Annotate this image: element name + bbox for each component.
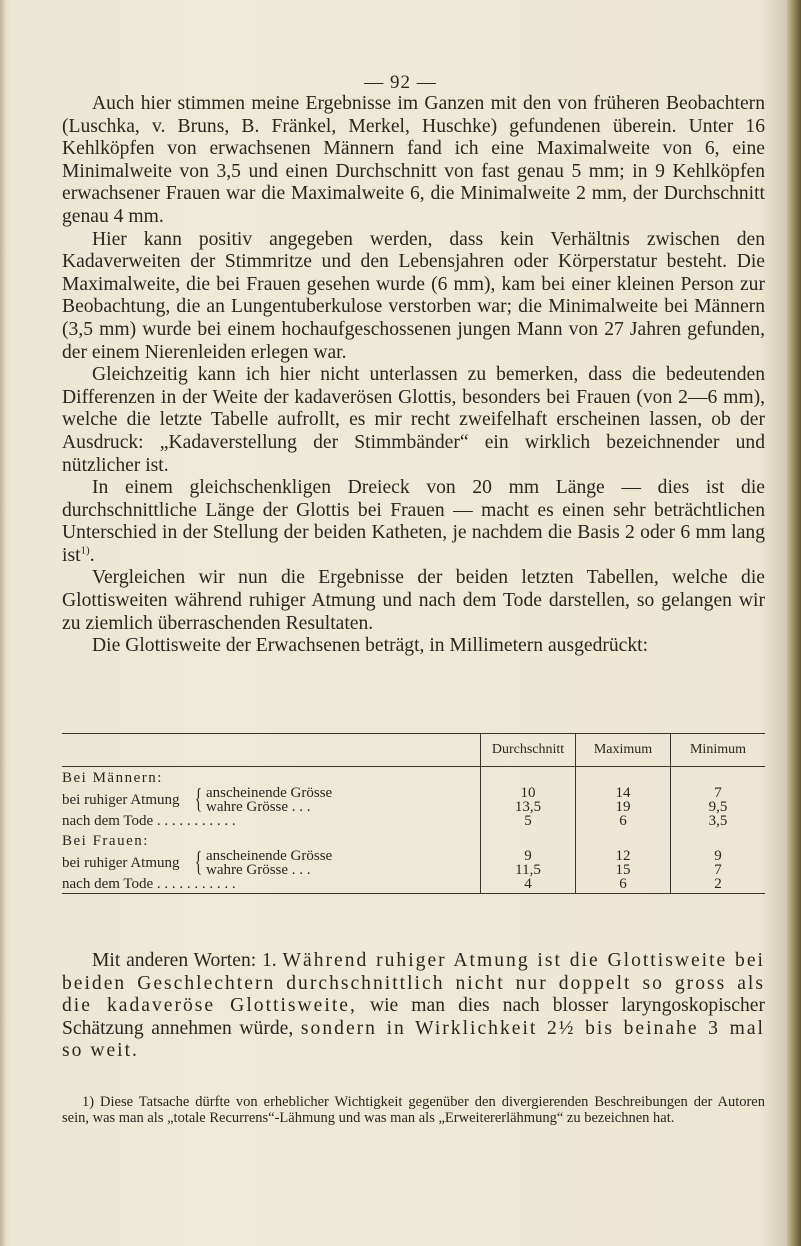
footnote-text: 1) Diese Tatsache dürfte von erheblicher Wichtigkeit gegenüber den divergierenden Beschreibungen der Autoren sein, was man als „totale Recurrens“-Lähmung und was man als „Erweitererlähmung“ zu bezeichnen hat.	[62, 1094, 765, 1126]
women-avg-apparent: 9	[524, 848, 532, 865]
men-max-death: 6	[576, 814, 671, 829]
table-row-women-breathing	[62, 849, 765, 877]
group-title-women: Bei Frauen:	[62, 832, 149, 849]
women-avg-death: 4	[481, 877, 576, 893]
table-row-men-title	[62, 767, 765, 787]
glottis-width-table	[62, 733, 765, 894]
women-min-death: 2	[671, 877, 766, 893]
body-text	[62, 93, 765, 658]
men-min-death: 3,5	[671, 814, 766, 829]
page-left-edge	[0, 0, 6, 1246]
breathing-label-men: bei ruhiger Atmung	[62, 791, 180, 808]
table-header-row	[62, 734, 765, 767]
table-header-label	[62, 734, 481, 767]
table-header-minimum: Minimum	[671, 734, 766, 767]
true-size-label-women: wahre Grösse . . .	[206, 862, 311, 879]
conclusion-paragraph	[62, 950, 765, 1063]
data-table	[62, 733, 765, 894]
men-avg-apparent: 10	[520, 785, 536, 802]
paragraph-6: Die Glottisweite der Erwachsenen beträgt, in Millimetern ausgedrückt:	[92, 635, 649, 657]
men-avg-death: 5	[481, 814, 576, 829]
men-max-true: 19	[615, 799, 631, 816]
conclusion-lead: Mit anderen Worten: 1.	[92, 950, 277, 971]
table-row-men-breathing	[62, 786, 765, 814]
conclusion-emphasis-1: Während ruhiger Atmung ist die Glottisweite bei beiden Geschlechtern durchschnittlich nicht nur doppelt so gross als die kadaveröse Glottisweite,	[62, 950, 765, 1017]
page-right-edge	[787, 0, 801, 1246]
page-number: — 92 —	[364, 72, 437, 93]
group-title-men: Bei Männern:	[62, 770, 163, 786]
table-row-women-title	[62, 830, 765, 849]
brace-glyph: {	[194, 847, 203, 879]
death-label-women: nach dem Tode . . . . . . . . . . .	[62, 877, 481, 893]
men-avg-true: 13,5	[514, 799, 542, 816]
women-min-apparent: 9	[714, 848, 722, 865]
paragraph-1: Auch hier stimmen meine Ergebnisse im Ganzen mit den von früheren Beobachtern (Luschka, v. Bruns, B. Fränkel, Merkel, Huschke) gefundenen überein. Unter 16 Kehlköpfen von erwachsenen Männern fand ich eine Maximalweite von 6, eine Minimalweite von 3,5 und einen Durchschnitt von fast genau 5 mm; in 9 Kehlköpfen erwachsener Frauen war die Maximalweite 6, die Minimalweite 2 mm, der Durchschnitt genau 4 mm.	[62, 93, 765, 227]
death-label-men: nach dem Tode . . . . . . . . . . .	[62, 813, 236, 830]
brace-glyph: {	[194, 784, 203, 816]
women-max-apparent: 12	[615, 848, 631, 865]
breathing-label-women: bei ruhiger Atmung	[62, 854, 180, 871]
women-min-true: 7	[714, 862, 722, 879]
conclusion-emphasis-2: sondern in Wirklichkeit 2½ bis beinahe 3 mal so weit.	[62, 1017, 765, 1062]
men-min-true: 9,5	[708, 799, 728, 816]
conclusion-text	[62, 950, 765, 1063]
women-avg-true: 11,5	[515, 862, 541, 879]
footnote-reference: 1)	[80, 544, 90, 557]
apparent-size-label-women: anscheinende Grösse	[206, 848, 333, 865]
paragraph-5: Vergleichen wir nun die Ergebnisse der beiden letzten Tabellen, welche die Glottisweiten während ruhiger Atmung und nach dem Tode darstellen, so gelangen wir zu ziemlich überraschenden Resultaten.	[62, 567, 765, 634]
men-min-apparent: 7	[714, 785, 722, 802]
table-header-average: Durchschnitt	[481, 734, 576, 767]
table-header-maximum: Maximum	[576, 734, 671, 767]
table-row-men-death	[62, 814, 765, 829]
paragraph-2: Hier kann positiv angegeben werden, dass kein Verhältnis zwischen den Kadaverweiten der Stimmritze und den Lebensjahren oder Körperstatur besteht. Die Maximalweite, die bei Frauen gesehen wurde (6 mm), kam bei einer kleinen Person zur Beobachtung, die an Lungentuberkulose verstorben war; die Minimalweite bei Männern (3,5 mm) wurde bei einem hochaufgeschossenen jungen Mann von 27 Jahren gefunden, der einem Nierenleiden erlegen war.	[62, 228, 765, 363]
footnote	[62, 1095, 765, 1127]
men-max-apparent: 14	[615, 785, 631, 802]
paragraph-3: Gleichzeitig kann ich hier nicht unterlassen zu bemerken, dass die bedeutenden Differenzen in der Weite der kadaverösen Glottis, besonders bei Frauen (von 2—6 mm), welche die letzte Tabelle aufrollt, es mir recht zweifelhaft erscheinen lassen, ob der Ausdruck: „Kadaverstellung der Stimmbänder“ ein wirklich bezeichnender und nützlicher ist.	[62, 364, 765, 476]
women-max-death: 6	[576, 877, 671, 893]
apparent-size-label-men: anscheinende Grösse	[206, 785, 333, 802]
paragraph-4: In einem gleichschenkligen Dreieck von 20 mm Länge — dies ist die durchschnittliche Länge der Glottis bei Frauen — macht es einen sehr beträchtlichen Unterschied in der Stellung der beiden Katheten, je nachdem die Basis 2 oder 6 mm lang ist$^{1)}$.	[62, 477, 765, 566]
table-row-women-death	[62, 877, 765, 893]
women-max-true: 15	[615, 862, 631, 879]
paragraph-4-text: In einem gleichschenkligen Dreieck von 20 mm Länge — dies ist die durchschnittliche Länge der Glottis bei Frauen — macht es einen sehr beträchtlichen Unterschied in der Stellung der beiden Katheten, je nachdem die Basis 2 oder 6 mm lang ist	[62, 477, 765, 566]
true-size-label-men: wahre Grösse . . .	[206, 799, 311, 816]
conclusion-plain: wie man dies nach blosser laryngoskopischer Schätzung annehmen würde,	[62, 995, 765, 1039]
